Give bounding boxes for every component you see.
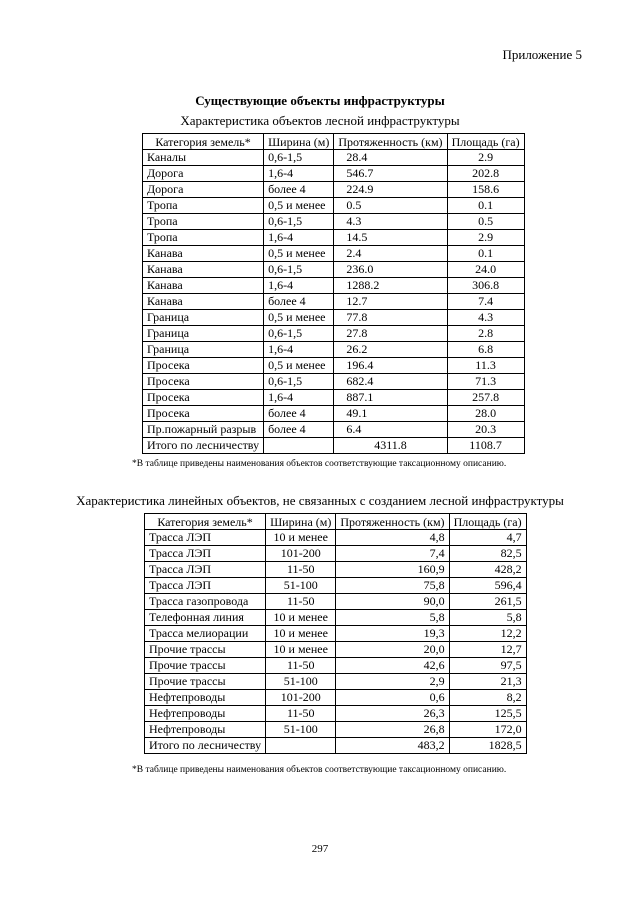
table-row bbox=[145, 530, 527, 546]
cell-area: 20.3 bbox=[447, 422, 524, 438]
cell-category: Просека bbox=[143, 374, 264, 390]
cell-category: Просека bbox=[143, 390, 264, 406]
cell-width: 11-50 bbox=[266, 658, 336, 674]
table-row bbox=[143, 262, 525, 278]
total-area: 1108.7 bbox=[447, 438, 524, 454]
cell-width: 10 и менее bbox=[266, 530, 336, 546]
cell-area: 11.3 bbox=[447, 358, 524, 374]
cell-length: 224.9 bbox=[334, 182, 447, 198]
cell-category: Канава bbox=[143, 246, 264, 262]
table-row bbox=[143, 342, 525, 358]
header-width: Ширина (м) bbox=[266, 514, 336, 530]
table-row bbox=[143, 358, 525, 374]
cell-category: Канава bbox=[143, 262, 264, 278]
cell-width: 0,5 и менее bbox=[264, 310, 334, 326]
cell-length: 887.1 bbox=[334, 390, 447, 406]
cell-area: 12,7 bbox=[449, 642, 526, 658]
cell-category: Трасса ЛЭП bbox=[145, 530, 266, 546]
cell-width: более 4 bbox=[264, 294, 334, 310]
table-row bbox=[143, 150, 525, 166]
cell-area: 97,5 bbox=[449, 658, 526, 674]
cell-length: 0,6 bbox=[336, 690, 449, 706]
cell-area: 0.1 bbox=[447, 246, 524, 262]
table-row bbox=[143, 166, 525, 182]
cell-category: Трасса мелиорации bbox=[145, 626, 266, 642]
cell-area: 7.4 bbox=[447, 294, 524, 310]
cell-area: 21,3 bbox=[449, 674, 526, 690]
cell-category: Телефонная линия bbox=[145, 610, 266, 626]
cell-area: 24.0 bbox=[447, 262, 524, 278]
cell-length: 1288.2 bbox=[334, 278, 447, 294]
cell-width: 51-100 bbox=[266, 674, 336, 690]
table-header-row bbox=[143, 134, 525, 150]
cell-width: 11-50 bbox=[266, 594, 336, 610]
cell-category: Прочие трассы bbox=[145, 674, 266, 690]
cell-area: 596,4 bbox=[449, 578, 526, 594]
table1-title: Характеристика объектов лесной инфраструктуры bbox=[180, 113, 460, 128]
cell-area: 5,8 bbox=[449, 610, 526, 626]
cell-length: 546.7 bbox=[334, 166, 447, 182]
cell-width: 10 и менее bbox=[266, 610, 336, 626]
header-category: Категория земель* bbox=[143, 134, 264, 150]
table-row bbox=[143, 246, 525, 262]
cell-width: более 4 bbox=[264, 182, 334, 198]
total-row bbox=[143, 438, 525, 454]
header-length: Протяженность (км) bbox=[334, 134, 447, 150]
cell-length: 77.8 bbox=[334, 310, 447, 326]
table-row bbox=[145, 546, 527, 562]
cell-category: Нефтепроводы bbox=[145, 706, 266, 722]
cell-category: Трасса газопровода bbox=[145, 594, 266, 610]
cell-category: Трасса ЛЭП bbox=[145, 562, 266, 578]
cell-area: 28.0 bbox=[447, 406, 524, 422]
cell-width: 0,5 и менее bbox=[264, 246, 334, 262]
cell-area: 4.3 bbox=[447, 310, 524, 326]
total-length: 4311.8 bbox=[334, 438, 447, 454]
table-row bbox=[143, 422, 525, 438]
cell-area: 257.8 bbox=[447, 390, 524, 406]
cell-width: 1,6-4 bbox=[264, 230, 334, 246]
cell-width: 51-100 bbox=[266, 578, 336, 594]
total-width-empty bbox=[264, 438, 334, 454]
page-number: 297 bbox=[311, 843, 329, 855]
table-row bbox=[145, 706, 527, 722]
cell-width: 101-200 bbox=[266, 690, 336, 706]
table-row bbox=[143, 374, 525, 390]
cell-width: 10 и менее bbox=[266, 642, 336, 658]
cell-length: 20,0 bbox=[336, 642, 449, 658]
cell-width: более 4 bbox=[264, 422, 334, 438]
cell-area: 82,5 bbox=[449, 546, 526, 562]
cell-category: Трасса ЛЭП bbox=[145, 578, 266, 594]
total-area: 1828,5 bbox=[449, 738, 526, 754]
table-row bbox=[145, 658, 527, 674]
table-row bbox=[143, 326, 525, 342]
cell-category: Прочие трассы bbox=[145, 658, 266, 674]
cell-category: Канава bbox=[143, 294, 264, 310]
cell-category: Дорога bbox=[143, 182, 264, 198]
cell-length: 14.5 bbox=[334, 230, 447, 246]
table1-footnote: *В таблице приведены наименования объектов соответствующие таксационному описанию. bbox=[132, 459, 507, 469]
table-row bbox=[143, 406, 525, 422]
table-row bbox=[145, 578, 527, 594]
cell-width: 10 и менее bbox=[266, 626, 336, 642]
total-row bbox=[145, 738, 527, 754]
cell-area: 6.8 bbox=[447, 342, 524, 358]
table-row bbox=[145, 674, 527, 690]
cell-length: 49.1 bbox=[334, 406, 447, 422]
cell-category: Тропа bbox=[143, 214, 264, 230]
table-row bbox=[143, 390, 525, 406]
total-label: Итого по лесничеству bbox=[143, 438, 264, 454]
cell-category: Просека bbox=[143, 358, 264, 374]
cell-length: 5,8 bbox=[336, 610, 449, 626]
cell-length: 4.3 bbox=[334, 214, 447, 230]
table-row bbox=[143, 310, 525, 326]
forest-infrastructure-table bbox=[142, 133, 525, 454]
cell-area: 8,2 bbox=[449, 690, 526, 706]
cell-width: 0,6-1,5 bbox=[264, 150, 334, 166]
table-row bbox=[145, 610, 527, 626]
cell-length: 19,3 bbox=[336, 626, 449, 642]
cell-length: 6.4 bbox=[334, 422, 447, 438]
cell-area: 12,2 bbox=[449, 626, 526, 642]
page-heading: Существующие объекты инфраструктуры bbox=[195, 93, 445, 108]
cell-category: Трасса ЛЭП bbox=[145, 546, 266, 562]
cell-width: 1,6-4 bbox=[264, 342, 334, 358]
table-row bbox=[143, 294, 525, 310]
table-row bbox=[143, 182, 525, 198]
table-row bbox=[145, 642, 527, 658]
cell-area: 261,5 bbox=[449, 594, 526, 610]
cell-category: Нефтепроводы bbox=[145, 690, 266, 706]
cell-width: 1,6-4 bbox=[264, 278, 334, 294]
cell-width: 11-50 bbox=[266, 562, 336, 578]
cell-category: Граница bbox=[143, 342, 264, 358]
cell-category: Канава bbox=[143, 278, 264, 294]
cell-width: 101-200 bbox=[266, 546, 336, 562]
cell-width: 1,6-4 bbox=[264, 390, 334, 406]
cell-width: 1,6-4 bbox=[264, 166, 334, 182]
cell-category: Просека bbox=[143, 406, 264, 422]
cell-area: 125,5 bbox=[449, 706, 526, 722]
cell-length: 27.8 bbox=[334, 326, 447, 342]
header-area: Площадь (га) bbox=[447, 134, 524, 150]
cell-width: 0,6-1,5 bbox=[264, 262, 334, 278]
cell-length: 0.5 bbox=[334, 198, 447, 214]
cell-area: 2.9 bbox=[447, 150, 524, 166]
cell-area: 2.9 bbox=[447, 230, 524, 246]
cell-length: 196.4 bbox=[334, 358, 447, 374]
cell-width: 0,5 и менее bbox=[264, 198, 334, 214]
cell-length: 28.4 bbox=[334, 150, 447, 166]
cell-area: 202.8 bbox=[447, 166, 524, 182]
header-category: Категория земель* bbox=[145, 514, 266, 530]
cell-length: 682.4 bbox=[334, 374, 447, 390]
cell-length: 236.0 bbox=[334, 262, 447, 278]
cell-width: 0,6-1,5 bbox=[264, 214, 334, 230]
table-row bbox=[145, 690, 527, 706]
cell-length: 160,9 bbox=[336, 562, 449, 578]
cell-area: 306.8 bbox=[447, 278, 524, 294]
cell-length: 12.7 bbox=[334, 294, 447, 310]
table-row bbox=[143, 198, 525, 214]
header-width: Ширина (м) bbox=[264, 134, 334, 150]
cell-category: Нефтепроводы bbox=[145, 722, 266, 738]
cell-area: 0.5 bbox=[447, 214, 524, 230]
cell-category: Прочие трассы bbox=[145, 642, 266, 658]
cell-width: 51-100 bbox=[266, 722, 336, 738]
total-width-empty bbox=[266, 738, 336, 754]
table-row bbox=[145, 626, 527, 642]
cell-length: 2,9 bbox=[336, 674, 449, 690]
cell-area: 4,7 bbox=[449, 530, 526, 546]
cell-area: 428,2 bbox=[449, 562, 526, 578]
cell-length: 2.4 bbox=[334, 246, 447, 262]
table-row bbox=[145, 562, 527, 578]
total-length: 483,2 bbox=[336, 738, 449, 754]
table2-footnote: *В таблице приведены наименования объектов соответствующие таксационному описанию. bbox=[132, 765, 507, 775]
cell-category: Граница bbox=[143, 310, 264, 326]
cell-category: Тропа bbox=[143, 198, 264, 214]
appendix-label: Приложение 5 bbox=[502, 47, 582, 62]
cell-length: 75,8 bbox=[336, 578, 449, 594]
linear-objects-table bbox=[144, 513, 527, 754]
table-row bbox=[145, 722, 527, 738]
cell-area: 0.1 bbox=[447, 198, 524, 214]
table-header-row bbox=[145, 514, 527, 530]
cell-width: более 4 bbox=[264, 406, 334, 422]
cell-area: 172,0 bbox=[449, 722, 526, 738]
table-row bbox=[143, 230, 525, 246]
cell-area: 2.8 bbox=[447, 326, 524, 342]
cell-category: Граница bbox=[143, 326, 264, 342]
cell-category: Тропа bbox=[143, 230, 264, 246]
cell-length: 26,3 bbox=[336, 706, 449, 722]
cell-category: Пр.пожарный разрыв bbox=[143, 422, 264, 438]
cell-length: 7,4 bbox=[336, 546, 449, 562]
cell-length: 90,0 bbox=[336, 594, 449, 610]
cell-area: 158.6 bbox=[447, 182, 524, 198]
cell-length: 4,8 bbox=[336, 530, 449, 546]
cell-length: 42,6 bbox=[336, 658, 449, 674]
table-row bbox=[143, 214, 525, 230]
cell-width: 0,5 и менее bbox=[264, 358, 334, 374]
cell-width: 11-50 bbox=[266, 706, 336, 722]
cell-length: 26,8 bbox=[336, 722, 449, 738]
table-row bbox=[143, 278, 525, 294]
total-label: Итого по лесничеству bbox=[145, 738, 266, 754]
header-length: Протяженность (км) bbox=[336, 514, 449, 530]
cell-width: 0,6-1,5 bbox=[264, 326, 334, 342]
table2-title: Характеристика линейных объектов, не связанных с созданием лесной инфраструктуры bbox=[76, 493, 564, 508]
table-row bbox=[145, 594, 527, 610]
header-area: Площадь (га) bbox=[449, 514, 526, 530]
cell-length: 26.2 bbox=[334, 342, 447, 358]
cell-width: 0,6-1,5 bbox=[264, 374, 334, 390]
cell-area: 71.3 bbox=[447, 374, 524, 390]
cell-category: Каналы bbox=[143, 150, 264, 166]
cell-category: Дорога bbox=[143, 166, 264, 182]
